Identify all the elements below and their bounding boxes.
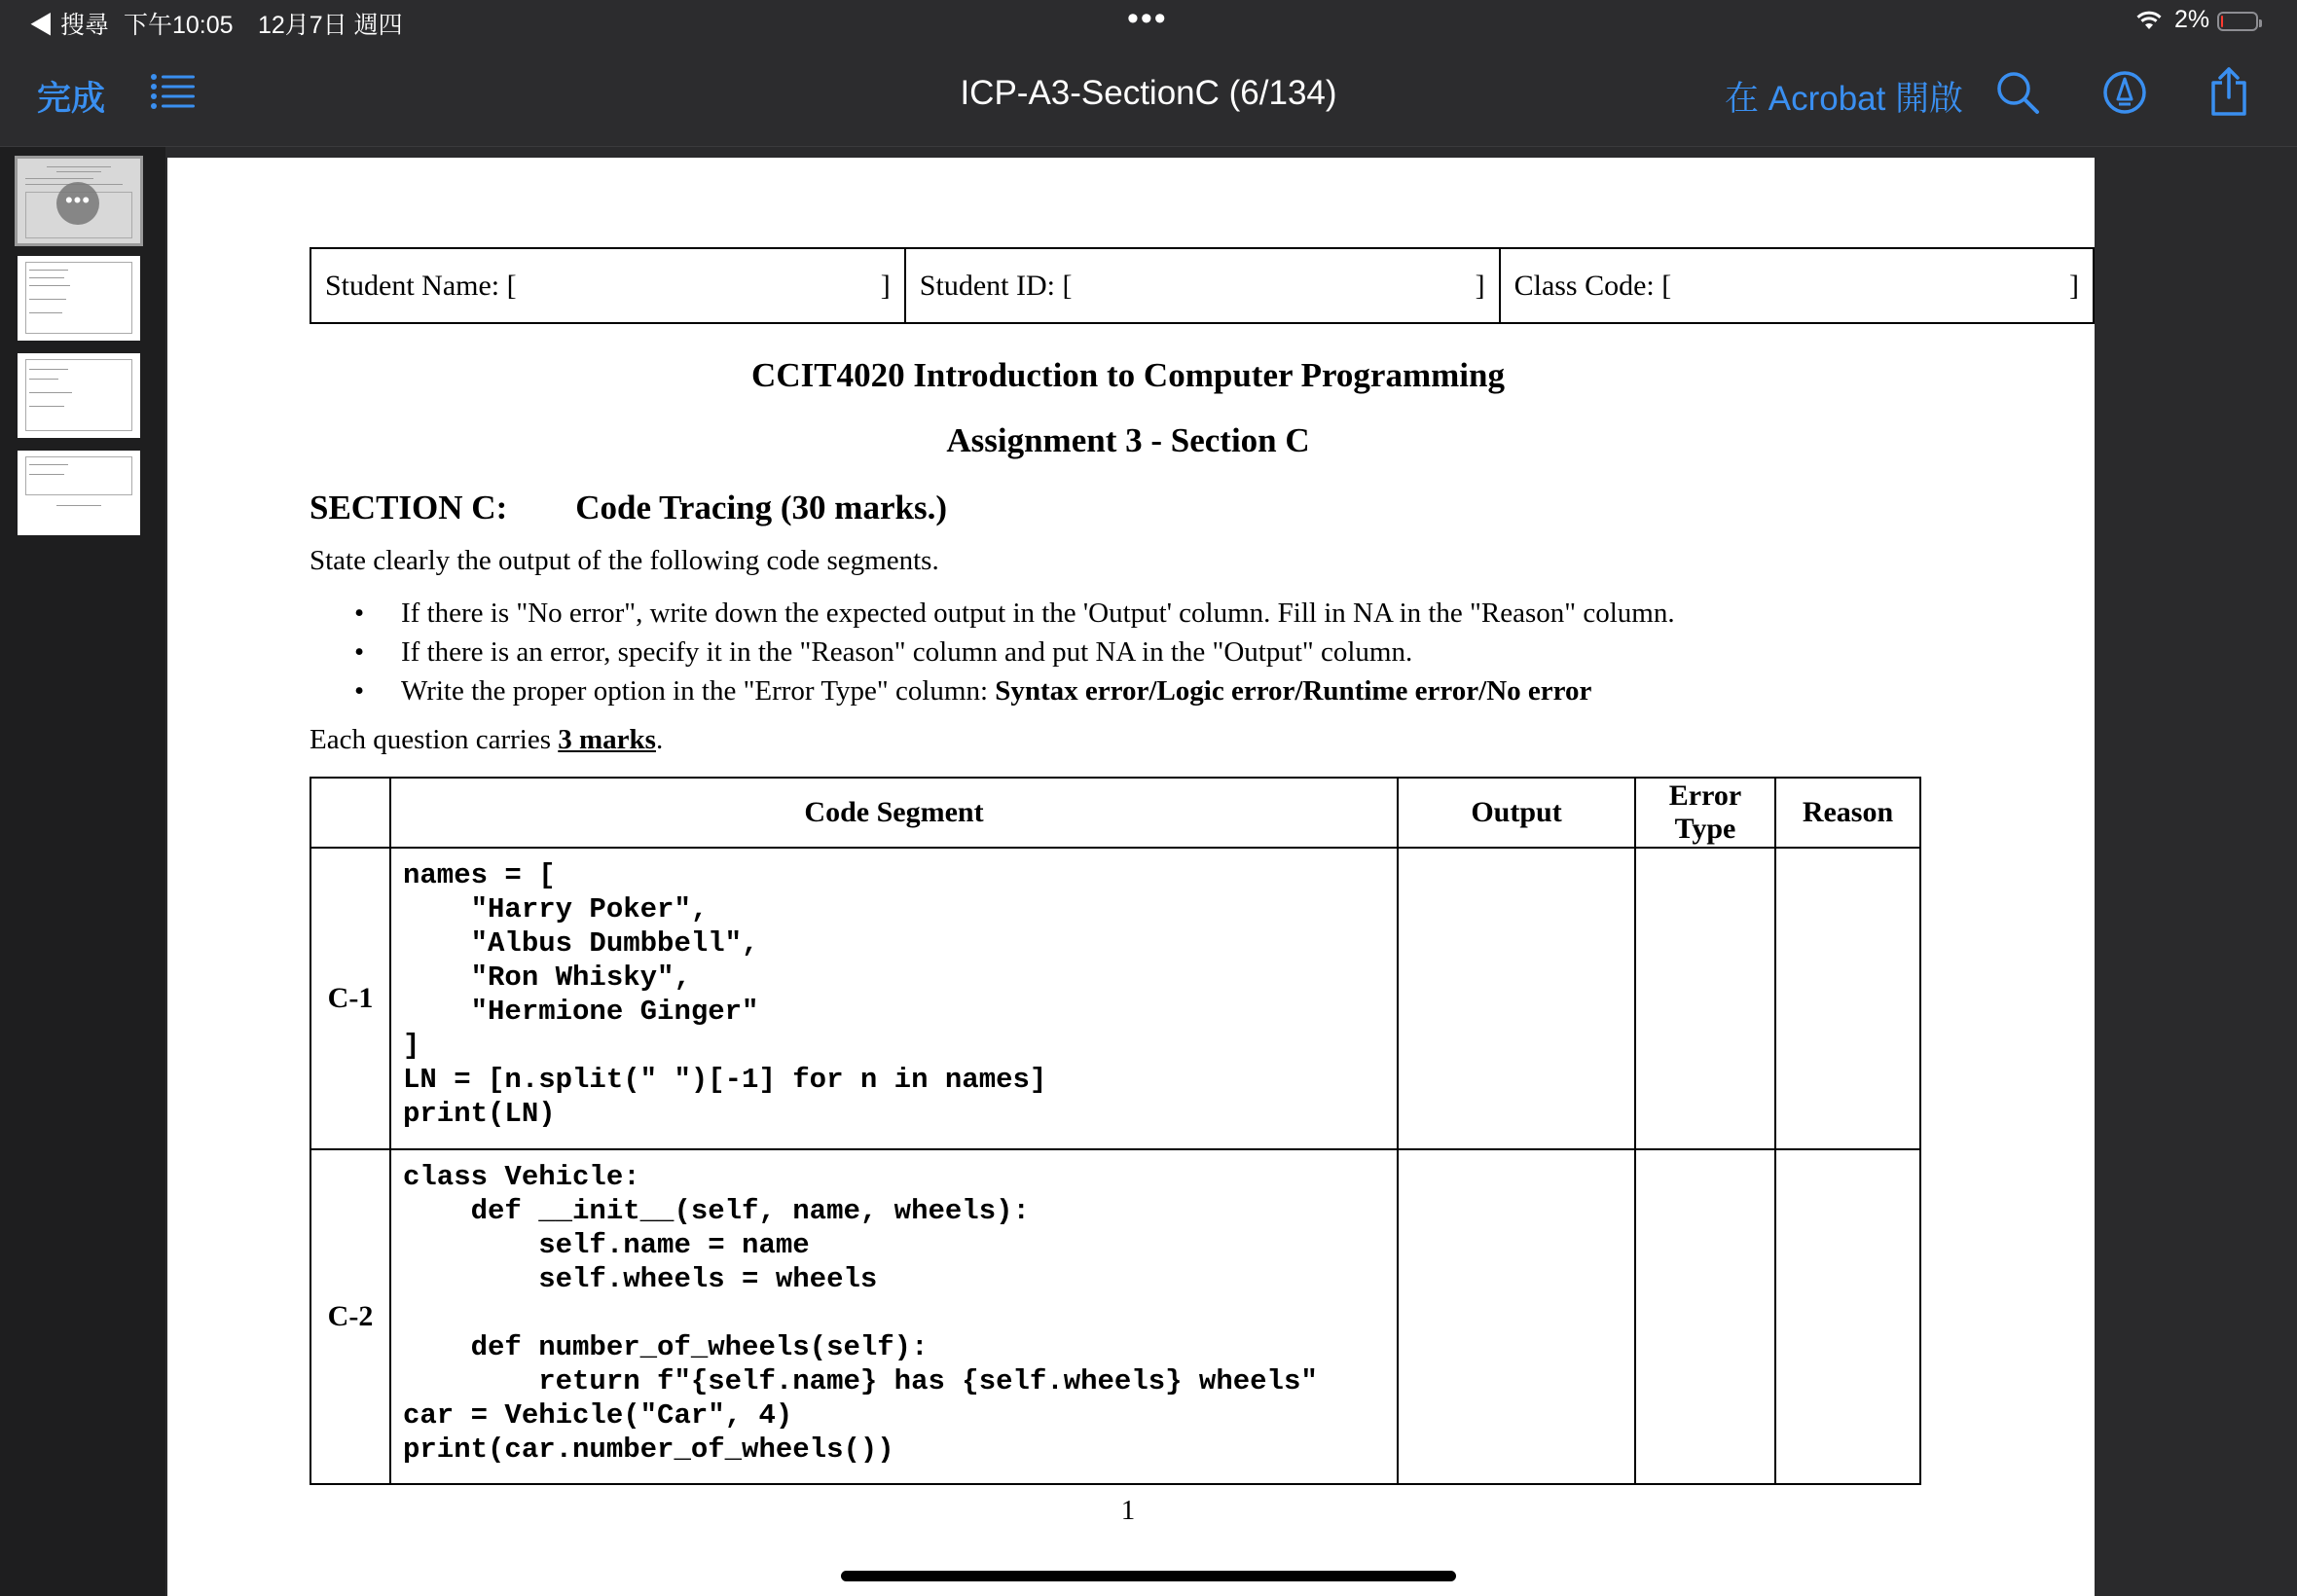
table-header-error-type: Error Type bbox=[1635, 778, 1775, 848]
question-id: C-2 bbox=[310, 1149, 390, 1484]
table-header-code: Code Segment bbox=[390, 778, 1398, 848]
error-type-cell[interactable] bbox=[1635, 848, 1775, 1149]
home-indicator[interactable] bbox=[841, 1571, 1456, 1581]
student-name-field[interactable] bbox=[310, 248, 905, 323]
section-label: SECTION C: bbox=[310, 489, 508, 526]
status-time: 下午10:05 bbox=[124, 12, 234, 39]
wifi-icon bbox=[2134, 10, 2164, 38]
code-segment: class Vehicle: def __init__(self, name, wheels): self.name = name self.wheels = wheels def number_of_wheels(self): return f"{self.name} has {self.wheels} wheels" car = Vehicle("Car", 4) print(car.number_of_wheels()) bbox=[390, 1149, 1398, 1484]
marks-prefix: Each question carries bbox=[310, 724, 559, 755]
instruction-text: If there is "No error", write down the expected output in the 'Output' column. Fill in NA in the "Reason" column. bbox=[401, 598, 1675, 629]
more-icon[interactable]: ••• bbox=[56, 182, 99, 225]
course-title: CCIT4020 Introduction to Computer Programming bbox=[751, 356, 1505, 394]
done-button[interactable]: 完成 bbox=[37, 72, 105, 121]
class-code-field[interactable] bbox=[1500, 248, 2094, 323]
section-heading bbox=[310, 489, 947, 527]
code-segment: names = [ "Harry Poker", "Albus Dumbbell", "Ron Whisky", "Hermione Ginger" ] LN = [n.split(" ")[-1] for n in names] print(LN) bbox=[390, 848, 1398, 1149]
search-icon[interactable] bbox=[1995, 70, 2040, 120]
page-number: 1 bbox=[1120, 1495, 1136, 1526]
markup-icon[interactable] bbox=[2102, 70, 2147, 120]
class-code-label: Class Code: [ bbox=[1513, 269, 1672, 302]
assignment-title: Assignment 3 - Section C bbox=[946, 421, 1310, 459]
pdf-page[interactable] bbox=[167, 158, 2095, 1596]
page-thumbnail-sidebar bbox=[0, 147, 165, 1596]
marks-suffix: . bbox=[655, 724, 664, 755]
instruction-item bbox=[310, 671, 1675, 710]
multitasking-dots[interactable]: ••• bbox=[1127, 0, 1168, 37]
reason-cell[interactable] bbox=[1775, 848, 1920, 1149]
marks-line bbox=[310, 724, 663, 756]
instruction-item bbox=[310, 633, 1675, 671]
student-id-field[interactable] bbox=[905, 248, 1500, 323]
open-in-acrobat-button[interactable]: 在 Acrobat 開啟 bbox=[1725, 72, 1963, 121]
error-type-options: Syntax error/Logic error/Runtime error/No error bbox=[995, 675, 1592, 707]
error-type-cell[interactable] bbox=[1635, 1149, 1775, 1484]
status-bar bbox=[0, 0, 2297, 47]
instruction-list bbox=[310, 594, 1675, 710]
student-id-label: Student ID: [ bbox=[919, 269, 1073, 302]
intro-text: State clearly the output of the following code segments. bbox=[310, 545, 939, 576]
table-row bbox=[310, 1149, 1920, 1484]
close-bracket: ] bbox=[880, 269, 891, 302]
student-name-label: Student Name: [ bbox=[325, 269, 517, 302]
close-bracket: ] bbox=[2069, 269, 2079, 302]
instruction-item bbox=[310, 594, 1675, 633]
instruction-text: Write the proper option in the "Error Type" column: bbox=[401, 675, 996, 707]
close-bracket: ] bbox=[1475, 269, 1485, 302]
page-thumbnail-1[interactable] bbox=[18, 159, 140, 243]
code-tracing-table bbox=[310, 777, 1921, 1485]
instruction-text: If there is an error, specify it in the "Reason" column and put NA in the "Output" column. bbox=[401, 636, 1413, 668]
page-thumbnail-3[interactable] bbox=[18, 353, 140, 438]
output-cell[interactable] bbox=[1398, 1149, 1635, 1484]
student-info-table bbox=[310, 247, 2095, 324]
section-title: Code Tracing (30 marks.) bbox=[575, 489, 947, 526]
table-header-reason: Reason bbox=[1775, 778, 1920, 848]
reason-cell[interactable] bbox=[1775, 1149, 1920, 1484]
toolbar bbox=[0, 47, 2297, 147]
table-row bbox=[310, 848, 1920, 1149]
document-title: ICP-A3-SectionC (6/134) bbox=[960, 74, 1337, 112]
share-icon[interactable] bbox=[2209, 66, 2248, 122]
battery-percentage: 2% bbox=[2174, 6, 2210, 33]
page-thumbnail-4[interactable] bbox=[18, 451, 140, 535]
marks-value: 3 marks bbox=[558, 724, 656, 755]
back-to-app-link[interactable]: ◀ 搜尋 bbox=[29, 12, 109, 39]
page-thumbnail-2[interactable] bbox=[18, 256, 140, 341]
table-header-output: Output bbox=[1398, 778, 1635, 848]
table-header-row bbox=[310, 778, 1920, 848]
table-header-id bbox=[310, 778, 390, 848]
status-date: 12月7日 週四 bbox=[258, 12, 403, 39]
battery-level-fill bbox=[2221, 16, 2223, 27]
question-id: C-1 bbox=[310, 848, 390, 1149]
output-cell[interactable] bbox=[1398, 848, 1635, 1149]
battery-icon bbox=[2217, 12, 2258, 31]
